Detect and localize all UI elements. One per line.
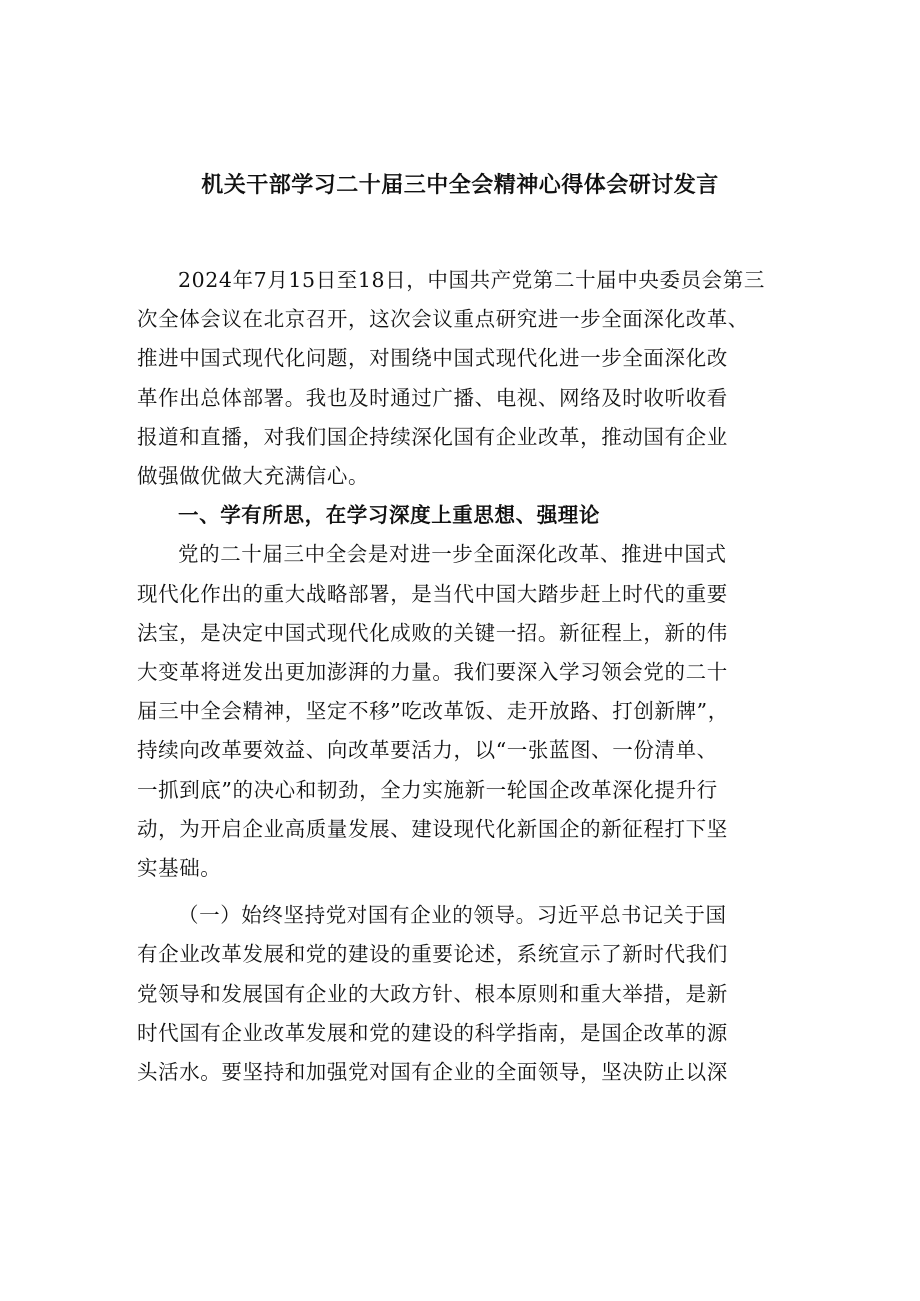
text-line: 实基础。	[137, 856, 222, 881]
section-heading-1: 一、学有所思，在学习深度上重思想、强理论	[178, 503, 600, 528]
paragraph-section-1	[137, 535, 787, 888]
document-title: 机关干部学习二十届三中全会精神心得体会研讨发言	[201, 173, 719, 198]
text-line: 持续向改革要效益、向改革要活力，以“一张蓝图、一份清单、	[137, 738, 718, 763]
text-line: 报道和直播，对我们国企持续深化国有企业改革，推动国有企业	[137, 424, 728, 449]
text-line: 一抓到底”的决心和韧劲，全力实施新一轮国企改革深化提升行	[137, 777, 718, 802]
text-line: 推进中国式现代化问题，对围绕中国式现代化进一步全面深化改	[137, 346, 728, 371]
text-line: 党的二十届三中全会是对进一步全面深化改革、推进中国式	[178, 542, 727, 567]
text-line: 法宝，是决定中国式现代化成败的关键一招。新征程上，新的伟	[137, 620, 728, 645]
text-line: 时代国有企业改革发展和党的建设的科学指南，是国企改革的源	[137, 1020, 728, 1045]
text-line: 次全体会议在北京召开，这次会议重点研究进一步全面深化改革、	[137, 307, 749, 332]
text-line: 现代化作出的重大战略部署，是当代中国大踏步赶上时代的重要	[137, 581, 728, 606]
text-line: （一）始终坚持党对国有企业的领导。习近平总书记关于国	[178, 903, 727, 928]
text-line: 党领导和发展国有企业的大政方针、根本原则和重大举措，是新	[137, 981, 728, 1006]
text-line: 2024年7月15日至18日，中国共产党第二十届中央委员会第三	[178, 268, 765, 292]
text-line: 届三中全会精神，坚定不移”吃改革饭、走开放路、打创新牌”，	[137, 699, 729, 724]
text-line: 做强做优做大充满信心。	[137, 464, 370, 489]
text-line: 革作出总体部署。我也及时通过广播、电视、网络及时收听收看	[137, 385, 728, 410]
text-line: 有企业改革发展和党的建设的重要论述，系统宣示了新时代我们	[137, 942, 728, 967]
document-body	[137, 261, 787, 1092]
paragraph-subsection-1	[137, 896, 787, 1092]
text-line: 大变革将迸发出更加澎湃的力量。我们要深入学习领会党的二十	[137, 660, 728, 685]
paragraph-intro	[137, 261, 787, 496]
text-line: 动，为开启企业高质量发展、建设现代化新国企的新征程打下坚	[137, 816, 728, 841]
text-line: 头活水。要坚持和加强党对国有企业的全面领导，坚决防止以深	[137, 1060, 728, 1085]
